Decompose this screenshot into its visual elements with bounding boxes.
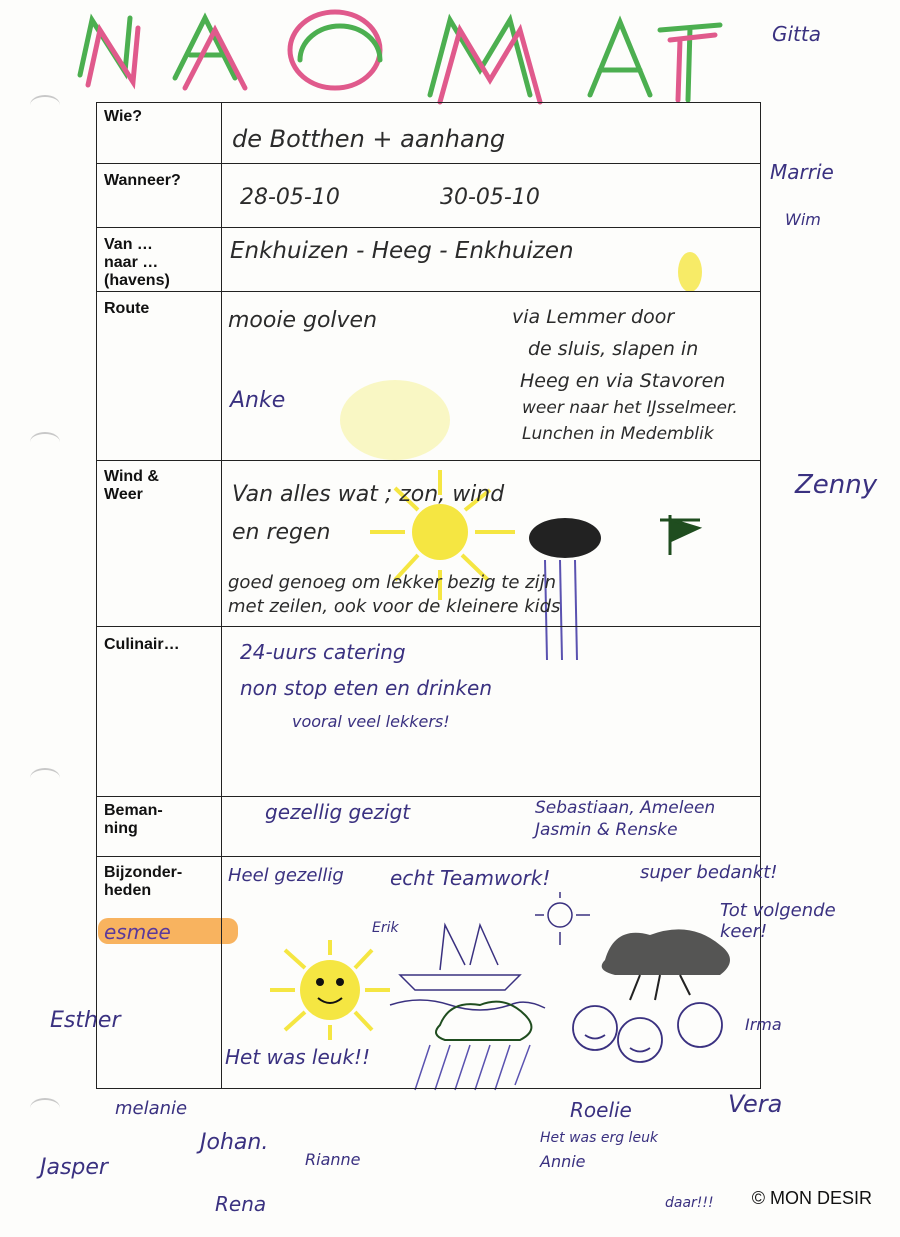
signature: Johan.: [200, 1130, 269, 1155]
entry-crew-names: Sebastiaan, Ameleen: [535, 798, 716, 818]
signature: Vera: [728, 1090, 783, 1118]
entry-route-line: via Lemmer door: [512, 306, 675, 328]
entry-weather-line: met zeilen, ook voor de kleinere kids: [228, 596, 561, 617]
signature: Marrie: [770, 160, 834, 184]
entry-special-note: Heel gezellig: [228, 865, 344, 886]
signature-esmee: esmee: [104, 920, 171, 944]
entry-route-waves: mooie golven: [228, 308, 378, 333]
entry-culinary-line: vooral veel lekkers!: [292, 712, 450, 731]
entry-harbours: Enkhuizen - Heeg - Enkhuizen: [230, 238, 574, 264]
entry-crew-note: gezellig gezigt: [265, 800, 411, 824]
signature: Roelie: [570, 1098, 632, 1122]
title-marker-letters: [80, 12, 720, 102]
entry-route-line: de sluis, slapen in: [528, 338, 699, 360]
copyright-credit: © MON DESIR: [751, 1188, 872, 1208]
signature-anke: Anke: [230, 388, 286, 413]
entry-date-to: 30-05-10: [440, 185, 540, 210]
entry-weather-line: goed genoeg om lekker bezig te zijn: [228, 572, 556, 593]
entry-route-line: Lunchen in Medemblik: [522, 424, 714, 444]
entry-special-note: super bedankt!: [640, 862, 778, 883]
signature: Rena: [215, 1192, 267, 1216]
entry-weather-line: Van alles wat ; zon, wind: [232, 482, 505, 507]
signature: Het was erg leuk: [540, 1130, 659, 1146]
entry-culinary-line: non stop eten en drinken: [240, 676, 493, 700]
signature: Zenny: [795, 470, 878, 500]
entry-special-note: echt Teamwork!: [390, 866, 551, 890]
entry-route-line: Heeg en via Stavoren: [520, 370, 726, 392]
signature: daar!!!: [665, 1195, 714, 1211]
entry-culinary-line: 24-uurs catering: [240, 640, 406, 664]
entry-route-line: weer naar het IJsselmeer.: [522, 398, 738, 418]
signature: Gitta: [772, 22, 821, 46]
entry-weather-line: en regen: [232, 520, 331, 545]
entry-special-note: Erik: [372, 920, 399, 936]
label-when: Wanneer?: [104, 172, 181, 189]
label-wind-weather: Wind & Weer: [104, 468, 159, 503]
entry-special-note: Tot volgende keer!: [720, 900, 836, 942]
signature: Annie: [540, 1152, 586, 1171]
signature: Jasper: [40, 1155, 108, 1180]
signature: Rianne: [305, 1150, 361, 1169]
entry-date-from: 28-05-10: [240, 185, 340, 210]
label-route: Route: [104, 300, 150, 317]
entry-crew-names: Jasmin & Renske: [535, 820, 678, 840]
label-harbours: Van … naar … (havens): [104, 236, 170, 289]
label-culinary: Culinair…: [104, 636, 180, 653]
signature: Esther: [50, 1008, 121, 1033]
signature: melanie: [115, 1098, 188, 1119]
entry-who: de Botthen + aanhang: [232, 125, 506, 153]
entry-special-note: Het was leuk!!: [225, 1045, 371, 1069]
signature: Irma: [745, 1015, 782, 1034]
label-special: Bijzonder- heden: [104, 864, 183, 899]
label-who: Wie?: [104, 108, 143, 125]
signature: Wim: [785, 210, 821, 229]
label-crew: Beman- ning: [104, 802, 163, 837]
